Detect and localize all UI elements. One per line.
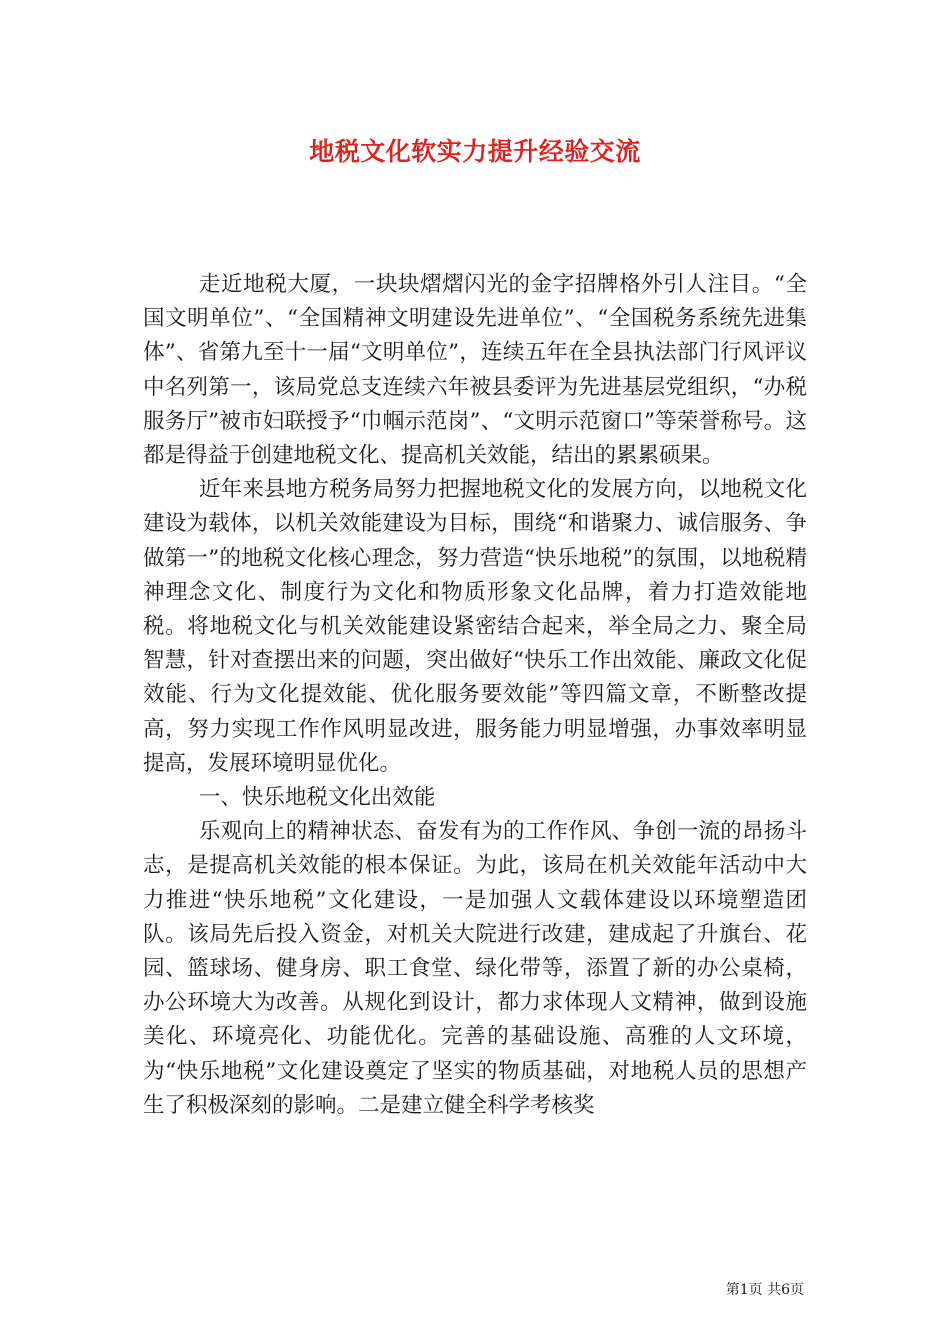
paragraph-overview: 近年来县地方税务局努力把握地税文化的发展方向，以地税文化建设为载体，以机关效能建设为目标，围绕“和谐聚力、诚信服务、争做第一”的地税文化核心理念，努力营造“快乐地税”的氛围，以地税精神理念文化、制度行为文化和物质形象文化品牌，着力打造效能地税。将地税文化与机关效能建设紧密结合起来，举全局之力、聚全局智慧，针对查摆出来的问题，突出做好“快乐工作出效能、廉政文化促效能、行为文化提效能、优化服务要效能”等四篇文章，不断整改提高，努力实现工作作风明显改进，服务能力明显增强，办事效率明显提高，发展环境明显优化。	[143, 477, 807, 776]
footer-middle: 页 共	[748, 1282, 782, 1298]
paragraph-section-one: 乐观向上的精神状态、奋发有为的工作作风、争创一流的昂扬斗志，是提高机关效能的根本保证。为此，该局在机关效能年活动中大力推进“快乐地税”文化建设，一是加强人文载体建设以环境塑造团队。该局先后投入资金，对机关大院进行改建，建成起了升旗台、花园、篮球场、健身房、职工食堂、绿化带等，添置了新的办公桌椅，办公环境大为改善。从规化到设计，都力求体现人文精神，做到设施美化、环境亮化、功能优化。完善的基础设施、高雅的人文环境，为“快乐地税”文化建设奠定了坚实的物质基础，对地税人员的思想产生了积极深刻的影响。二是建立健全科学考核奖	[143, 819, 807, 1118]
footer-current-page: 1	[739, 1282, 749, 1298]
document-body	[143, 268, 807, 1123]
page-number-footer	[726, 1279, 804, 1299]
document-title: 地税文化软实力提升经验交流	[309, 137, 641, 166]
footer-total-pages: 6	[781, 1282, 790, 1298]
footer-suffix: 页	[790, 1282, 804, 1298]
footer-prefix: 第	[725, 1282, 740, 1298]
paragraph-intro: 走近地税大厦，一块块熠熠闪光的金字招牌格外引人注目。“全国文明单位”、“全国精神文明建设先进单位”、“全国税务系统先进集体”、省第九至十一届“文明单位”，连续五年在全县执法部门行风评议中名列第一，该局党总支连续六年被县委评为先进基层党组织，“办税服务厅”被市妇联授予“巾帼示范岗”、“文明示范窗口”等荣誉称号。这都是得益于创建地税文化、提高机关效能，结出的累累硕果。	[143, 272, 807, 469]
section-heading: 一、快乐地税文化出效能	[198, 785, 436, 811]
